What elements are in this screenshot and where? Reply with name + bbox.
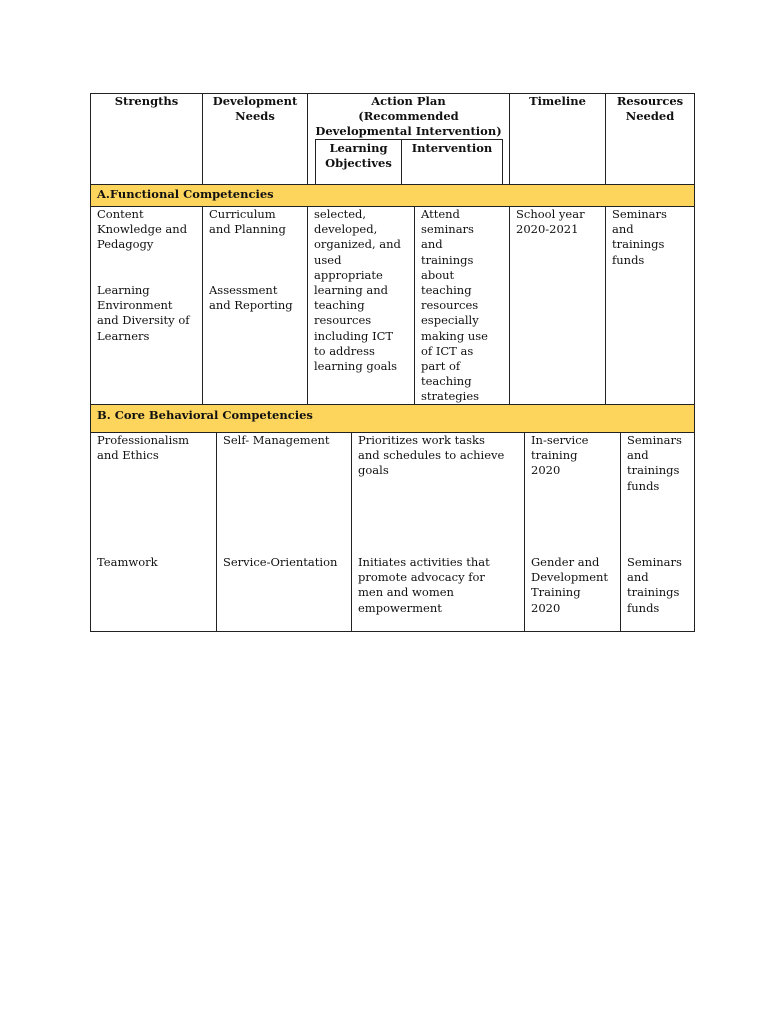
section-a-learning-objectives: selected, developed, organized, and used appropriate learning and teaching resources including ICT to address learning goals	[314, 207, 401, 374]
section-b-divider-3	[524, 432, 525, 632]
header-development-needs: Development Needs	[212, 94, 298, 124]
section-a-intervention: Attend seminars and trainings about teaching resources especially making use of ICT as part of teaching strategies	[421, 207, 488, 404]
section-b-row1-development-need: Self- Management	[223, 433, 330, 447]
section-b-row1-action-plan: Prioritizes work tasks and schedules to achieve goals	[358, 433, 505, 478]
section-b-title: B. Core Behavioral Competencies	[97, 408, 313, 422]
header-strengths: Strengths	[114, 94, 179, 108]
section-b-row2-development-need: Service-Orientation	[223, 555, 338, 569]
section-b-row2-action-plan: Initiates activities that promote advocacy for men and women empowerment	[358, 555, 490, 615]
section-b-row1-resources: Seminars and trainings funds	[627, 433, 682, 493]
section-a-divider-2	[307, 206, 308, 405]
section-b-divider-1	[216, 432, 217, 632]
table-border-bottom	[90, 631, 695, 632]
header-timeline: Timeline	[529, 94, 586, 108]
section-a-resources: Seminars and trainings funds	[612, 207, 667, 267]
section-a-development-needs: Curriculum and Planning Assessment and Reporting	[209, 207, 293, 313]
section-a-divider-5	[605, 206, 606, 405]
section-b-row2-timeline: Gender and Development Training 2020	[531, 555, 609, 615]
section-a-divider-4	[509, 206, 510, 405]
header-resources-needed: Resources Needed	[616, 94, 684, 124]
section-b-row2-strength: Teamwork	[97, 555, 158, 569]
header-action-plan: Action Plan (Recommended Developmental Intervention)	[315, 94, 502, 139]
section-a-band	[91, 184, 694, 206]
section-b-divider-4	[620, 432, 621, 632]
section-b-band	[91, 405, 694, 432]
section-a-timeline: School year 2020-2021	[516, 207, 585, 237]
header-learning-objectives: Learning Objectives	[325, 141, 392, 171]
section-b-row2-resources: Seminars and trainings funds	[627, 555, 682, 615]
section-a-divider-1	[202, 206, 203, 405]
section-a-title: A.Functional Competencies	[97, 187, 274, 201]
subheader-box-right	[502, 139, 503, 185]
section-b-divider-2	[351, 432, 352, 632]
table-border-left	[90, 93, 91, 632]
header-intervention: Intervention	[411, 141, 493, 155]
section-a-divider-3	[414, 206, 415, 405]
section-b-row1-strength: Professionalism and Ethics	[97, 433, 190, 463]
table-border-right	[694, 93, 695, 632]
section-a-strengths: Content Knowledge and Pedagogy Learning Environment and Diversity of Learners	[97, 207, 190, 343]
section-b-row1-timeline: In-service training 2020	[531, 433, 589, 478]
